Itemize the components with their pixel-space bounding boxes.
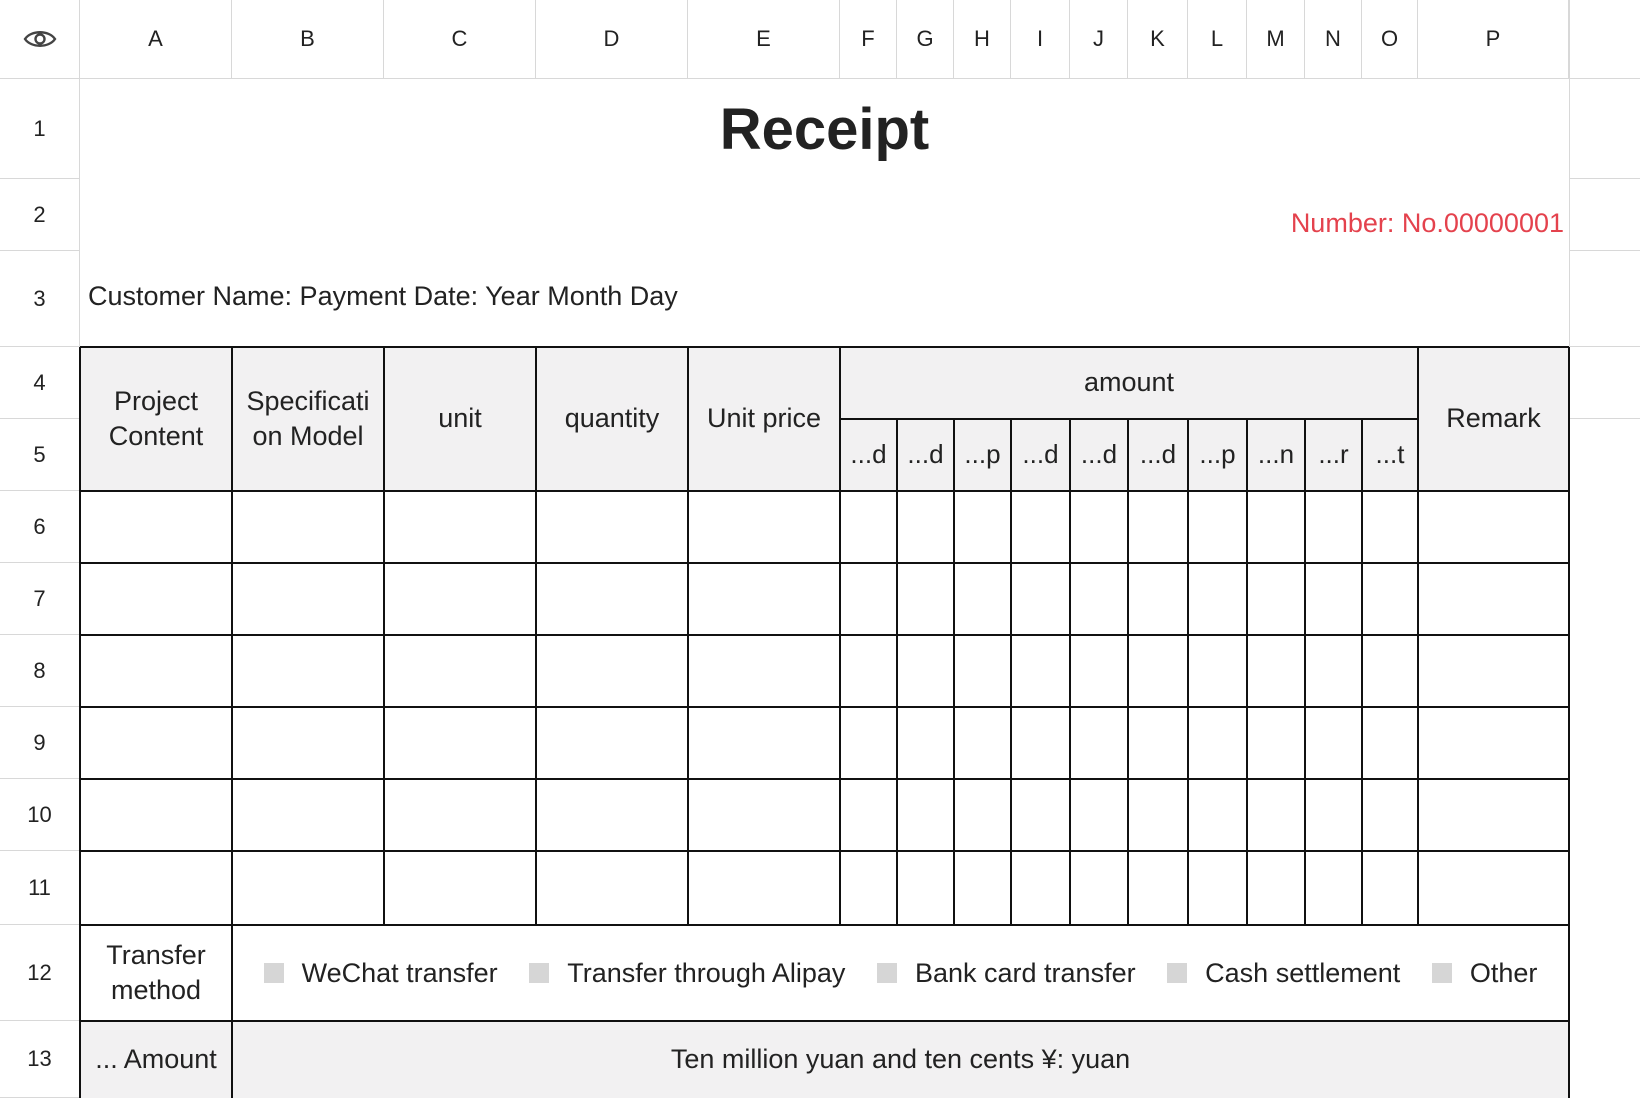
table-border xyxy=(80,562,1569,564)
table-cell[interactable] xyxy=(1128,707,1188,779)
table-cell[interactable] xyxy=(1362,779,1418,851)
amount-subcol-4[interactable]: ...d xyxy=(1022,439,1059,470)
transfer-method-label[interactable]: Transfer method xyxy=(106,939,206,1005)
table-cell[interactable] xyxy=(1011,491,1070,563)
table-border xyxy=(80,634,1569,636)
table-cell[interactable] xyxy=(840,491,897,563)
table-border xyxy=(80,1020,1569,1022)
amount-subcol-7[interactable]: ...p xyxy=(1199,439,1236,470)
table-border xyxy=(80,346,1569,348)
table-cell[interactable] xyxy=(1070,635,1128,707)
option-bank-card[interactable] xyxy=(877,958,1136,989)
table-border xyxy=(1187,419,1189,925)
column-header-E[interactable]: E xyxy=(688,0,840,79)
option-label: Cash settlement xyxy=(1205,957,1401,988)
checkbox-bank-card[interactable] xyxy=(877,963,897,983)
table-cell[interactable] xyxy=(840,779,897,851)
option-label: WeChat transfer xyxy=(301,957,498,988)
row-header-3[interactable]: 3 xyxy=(0,251,80,347)
amount-subcol-6[interactable]: ...d xyxy=(1139,439,1177,470)
column-header-K[interactable]: K xyxy=(1128,0,1188,79)
row-header-4[interactable]: 4 xyxy=(0,347,80,419)
table-cell[interactable] xyxy=(1188,635,1247,707)
table-cell[interactable] xyxy=(688,563,840,635)
table-border xyxy=(383,347,385,925)
option-cash[interactable] xyxy=(1167,958,1400,989)
table-border xyxy=(80,778,1569,780)
table-border xyxy=(1361,419,1363,925)
table-cell[interactable] xyxy=(1362,707,1418,779)
table-cell[interactable] xyxy=(897,851,954,925)
header-remark[interactable]: Remark xyxy=(1446,403,1541,434)
gutter-row-1 xyxy=(1569,79,1640,179)
table-cell[interactable] xyxy=(80,779,232,851)
table-border xyxy=(79,347,81,1098)
checkbox-other[interactable] xyxy=(1432,963,1452,983)
table-border xyxy=(1246,419,1248,925)
table-cell[interactable] xyxy=(1011,635,1070,707)
table-cell[interactable] xyxy=(897,491,954,563)
option-label: Transfer through Alipay xyxy=(567,957,846,988)
table-cell[interactable] xyxy=(232,707,384,779)
amount-subcol-8[interactable]: ...n xyxy=(1257,439,1295,470)
table-cell[interactable] xyxy=(1070,563,1128,635)
table-border xyxy=(80,490,1569,492)
header-unit[interactable]: unit xyxy=(438,403,482,434)
table-cell[interactable] xyxy=(897,635,954,707)
table-cell[interactable] xyxy=(1305,707,1362,779)
table-border xyxy=(535,347,537,925)
column-header-C[interactable]: C xyxy=(384,0,536,79)
table-cell[interactable] xyxy=(1011,779,1070,851)
table-border xyxy=(896,419,898,925)
gutter-row-4 xyxy=(1569,347,1640,419)
table-cell[interactable] xyxy=(536,491,688,563)
table-cell[interactable] xyxy=(1188,707,1247,779)
option-wechat[interactable] xyxy=(264,958,498,989)
table-border xyxy=(80,850,1569,852)
amount-subcol-9[interactable]: ...r xyxy=(1318,439,1349,470)
amount-subcol-5[interactable]: ...d xyxy=(1080,439,1118,470)
column-header-N[interactable]: N xyxy=(1305,0,1362,79)
table-cell[interactable] xyxy=(1247,491,1305,563)
amount-subcol-3[interactable]: ...p xyxy=(964,439,1001,470)
table-cell[interactable] xyxy=(840,851,897,925)
column-header-I[interactable]: I xyxy=(1011,0,1070,79)
header-amount[interactable]: amount xyxy=(1083,367,1175,398)
column-header-L[interactable]: L xyxy=(1188,0,1247,79)
table-cell[interactable] xyxy=(80,491,232,563)
table-cell[interactable] xyxy=(232,851,384,925)
transfer-options xyxy=(232,925,1569,1021)
amount-subcol-1[interactable]: ...d xyxy=(850,439,887,470)
table-cell[interactable] xyxy=(954,563,1011,635)
table-cell[interactable] xyxy=(1070,779,1128,851)
table-cell[interactable] xyxy=(1070,707,1128,779)
table-cell[interactable] xyxy=(1247,635,1305,707)
table-border xyxy=(231,347,233,1098)
table-cell[interactable] xyxy=(1418,851,1569,925)
table-cell[interactable] xyxy=(1188,563,1247,635)
receipt-title[interactable]: Receipt xyxy=(719,96,930,162)
column-header-D[interactable]: D xyxy=(536,0,688,79)
column-header-H[interactable]: H xyxy=(954,0,1011,79)
table-cell[interactable] xyxy=(897,563,954,635)
row-header-10[interactable]: 10 xyxy=(0,779,80,851)
table-cell[interactable] xyxy=(1070,491,1128,563)
table-cell[interactable] xyxy=(1011,563,1070,635)
table-cell[interactable] xyxy=(536,851,688,925)
column-header-F[interactable]: F xyxy=(840,0,897,79)
column-header-B[interactable]: B xyxy=(232,0,384,79)
option-label: Bank card transfer xyxy=(914,957,1136,988)
table-cell[interactable] xyxy=(688,779,840,851)
amount-subcol-10[interactable]: ...t xyxy=(1375,439,1405,470)
table-cell[interactable] xyxy=(954,635,1011,707)
row-header-6[interactable]: 6 xyxy=(0,491,80,563)
column-header-J[interactable]: J xyxy=(1070,0,1128,79)
checkbox-cash[interactable] xyxy=(1167,963,1187,983)
table-cell[interactable] xyxy=(1188,779,1247,851)
column-header-P[interactable]: P xyxy=(1418,0,1569,79)
table-cell[interactable] xyxy=(1362,563,1418,635)
table-cell[interactable] xyxy=(536,635,688,707)
table-cell[interactable] xyxy=(1305,635,1362,707)
table-cell[interactable] xyxy=(840,707,897,779)
table-cell[interactable] xyxy=(80,563,232,635)
checkbox-alipay[interactable] xyxy=(529,963,549,983)
table-cell[interactable] xyxy=(1362,851,1418,925)
receipt-number[interactable]: Number: No.00000001 xyxy=(1290,208,1564,238)
table-cell[interactable] xyxy=(80,635,232,707)
table-cell[interactable] xyxy=(954,851,1011,925)
table-border xyxy=(1417,347,1419,925)
table-cell[interactable] xyxy=(80,707,232,779)
row-header-11[interactable]: 11 xyxy=(0,851,80,925)
table-cell[interactable] xyxy=(688,707,840,779)
table-cell[interactable] xyxy=(1128,563,1188,635)
header-specification-model[interactable]: Specificati on Model xyxy=(246,385,370,451)
table-cell[interactable] xyxy=(1247,851,1305,925)
header-project-content[interactable]: Project Content xyxy=(108,385,204,451)
table-border xyxy=(1127,419,1129,925)
table-cell[interactable] xyxy=(1305,563,1362,635)
table-cell[interactable] xyxy=(232,635,384,707)
table-cell[interactable] xyxy=(840,635,897,707)
gutter-header xyxy=(1569,0,1640,79)
table-cell[interactable] xyxy=(232,779,384,851)
gutter-row-2 xyxy=(1569,179,1640,251)
table-cell[interactable] xyxy=(384,779,536,851)
row-header-2[interactable]: 2 xyxy=(0,179,80,251)
table-cell[interactable] xyxy=(1128,851,1188,925)
table-cell[interactable] xyxy=(384,635,536,707)
table-cell[interactable] xyxy=(232,491,384,563)
table-cell[interactable] xyxy=(1247,779,1305,851)
row-header-5[interactable]: 5 xyxy=(0,419,80,491)
gutter-row-3 xyxy=(1569,251,1640,347)
eye-icon[interactable] xyxy=(23,28,57,50)
table-cell[interactable] xyxy=(688,851,840,925)
table-cell[interactable] xyxy=(1362,491,1418,563)
corner-cell[interactable] xyxy=(0,0,80,79)
table-cell[interactable] xyxy=(1418,563,1569,635)
table-cell[interactable] xyxy=(1011,851,1070,925)
table-border xyxy=(1568,347,1570,1098)
table-cell[interactable] xyxy=(1362,635,1418,707)
table-cell[interactable] xyxy=(1247,707,1305,779)
table-cell[interactable] xyxy=(1418,779,1569,851)
table-cell[interactable] xyxy=(1011,707,1070,779)
table-cell[interactable] xyxy=(1188,851,1247,925)
table-cell[interactable] xyxy=(1128,635,1188,707)
table-cell[interactable] xyxy=(536,563,688,635)
table-border xyxy=(1304,419,1306,925)
table-cell[interactable] xyxy=(840,563,897,635)
table-cell[interactable] xyxy=(1418,635,1569,707)
amount-value[interactable]: Ten million yuan and ten cents ¥: yuan xyxy=(670,1043,1131,1074)
table-cell[interactable] xyxy=(1418,491,1569,563)
table-border xyxy=(687,347,689,925)
table-cell[interactable] xyxy=(954,707,1011,779)
table-cell[interactable] xyxy=(954,491,1011,563)
table-cell[interactable] xyxy=(384,563,536,635)
column-header-A[interactable]: A xyxy=(80,0,232,79)
option-other[interactable] xyxy=(1432,958,1538,989)
table-cell[interactable] xyxy=(80,851,232,925)
table-border xyxy=(80,924,1569,926)
table-cell[interactable] xyxy=(1070,851,1128,925)
table-cell[interactable] xyxy=(1247,563,1305,635)
table-border xyxy=(840,418,1418,420)
amount-label[interactable]: ... Amount xyxy=(95,1043,217,1074)
table-cell[interactable] xyxy=(688,491,840,563)
checkbox-wechat[interactable] xyxy=(264,963,284,983)
column-header-M[interactable]: M xyxy=(1247,0,1305,79)
table-cell[interactable] xyxy=(384,491,536,563)
row-header-7[interactable]: 7 xyxy=(0,563,80,635)
table-cell[interactable] xyxy=(954,779,1011,851)
table-cell[interactable] xyxy=(384,851,536,925)
table-border xyxy=(1069,419,1071,925)
table-cell[interactable] xyxy=(1128,491,1188,563)
table-cell[interactable] xyxy=(536,707,688,779)
row-header-12[interactable]: 12 xyxy=(0,925,80,1021)
table-cell[interactable] xyxy=(897,779,954,851)
table-cell[interactable] xyxy=(897,707,954,779)
table-border xyxy=(80,706,1569,708)
amount-subcol-2[interactable]: ...d xyxy=(907,439,944,470)
table-cell[interactable] xyxy=(1188,491,1247,563)
table-cell[interactable] xyxy=(688,635,840,707)
row-header-8[interactable]: 8 xyxy=(0,635,80,707)
table-cell[interactable] xyxy=(536,779,688,851)
column-header-O[interactable]: O xyxy=(1362,0,1418,79)
table-cell[interactable] xyxy=(1305,851,1362,925)
row-header-13[interactable]: 13 xyxy=(0,1021,80,1098)
table-cell[interactable] xyxy=(232,563,384,635)
table-cell[interactable] xyxy=(1418,707,1569,779)
option-label: Other xyxy=(1469,957,1538,988)
table-cell[interactable] xyxy=(384,707,536,779)
header-unit-price[interactable]: Unit price xyxy=(706,403,822,434)
customer-line[interactable]: Customer Name: Payment Date: Year Month Day xyxy=(88,281,678,311)
header-quantity[interactable]: quantity xyxy=(564,403,660,434)
table-cell[interactable] xyxy=(1305,491,1362,563)
table-border xyxy=(839,347,841,925)
option-alipay[interactable] xyxy=(529,958,845,989)
row-header-9[interactable]: 9 xyxy=(0,707,80,779)
table-border xyxy=(953,419,955,925)
table-cell[interactable] xyxy=(1305,779,1362,851)
table-cell[interactable] xyxy=(1128,779,1188,851)
column-header-G[interactable]: G xyxy=(897,0,954,79)
table-border xyxy=(1010,419,1012,925)
row-header-1[interactable]: 1 xyxy=(0,79,80,179)
